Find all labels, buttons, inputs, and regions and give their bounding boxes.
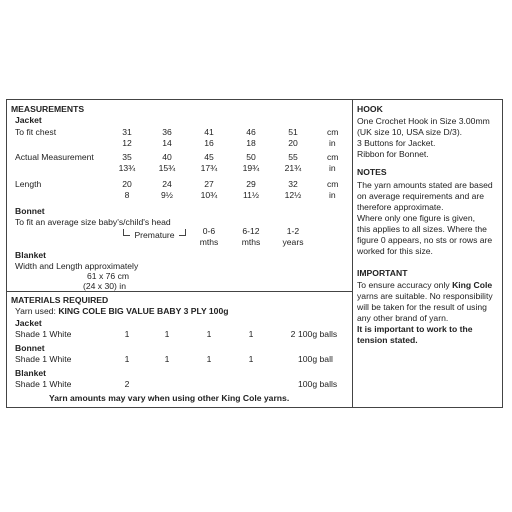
age-bottom-1: mths: [199, 237, 219, 247]
age-top-3: 1-2: [286, 226, 300, 236]
actual-unit-cm: cm: [327, 152, 339, 162]
length-unit-in: in: [329, 190, 336, 200]
chest-cm-1: 31: [122, 127, 132, 137]
actual-cm-2: 40: [162, 152, 172, 162]
chest-in-1: 12: [122, 138, 132, 148]
notes-line: Where only one figure is given,: [357, 213, 475, 223]
yarn-name: KING COLE BIG VALUE BABY 3 PLY 100g: [58, 306, 229, 316]
blanket-shade: Shade 1 White: [15, 379, 72, 389]
bonnet-shade: Shade 1 White: [15, 354, 72, 364]
blanket-unit: 100g balls: [298, 379, 338, 389]
important-line-prefix: To ensure accuracy only: [357, 280, 453, 290]
materials-blanket-heading: Blanket: [15, 368, 47, 378]
premature-label: Premature: [134, 230, 175, 240]
chest-unit-cm: cm: [327, 127, 339, 137]
jacket-shade: Shade 1 White: [15, 329, 72, 339]
length-in-1: 8: [124, 190, 130, 200]
important-heading: IMPORTANT: [357, 268, 408, 278]
actual-in-1: 13¾: [118, 163, 136, 173]
actual-in-4: 19¾: [242, 163, 260, 173]
age-bottom-2: mths: [241, 237, 261, 247]
blanket-description: Width and Length approximately: [15, 261, 139, 271]
important-line: will be taken for the result of using: [357, 302, 487, 312]
blanket-heading: Blanket: [15, 250, 47, 260]
age-top-2: 6-12: [242, 226, 260, 236]
chest-cm-2: 36: [162, 127, 172, 137]
jacket-unit: 100g balls: [298, 329, 338, 339]
length-in-5: 12½: [284, 190, 302, 200]
jacket-balls-1: 1: [124, 329, 130, 339]
pattern-info-panel: [6, 99, 503, 408]
length-label: Length: [15, 179, 42, 189]
blanket-balls: 2: [124, 379, 130, 389]
length-in-4: 11½: [242, 190, 260, 200]
important-line-1: [357, 280, 492, 291]
notes-line: on average requirements and are: [357, 191, 485, 201]
actual-in-3: 17¾: [200, 163, 218, 173]
jacket-balls-5: 2: [290, 329, 296, 339]
length-cm-4: 29: [246, 179, 256, 189]
notes-line: figure 0 appears, no sts or rows are: [357, 235, 493, 245]
bonnet-heading: Bonnet: [15, 206, 45, 216]
measurements-heading: MEASUREMENTS: [11, 104, 85, 114]
chest-in-3: 16: [204, 138, 214, 148]
actual-cm-3: 45: [204, 152, 214, 162]
section-divider: [7, 291, 352, 292]
chest-cm-4: 46: [246, 127, 256, 137]
bonnet-unit: 100g ball: [298, 354, 333, 364]
actual-unit-in: in: [329, 163, 336, 173]
notes-line: this applies to all sizes. Where the: [357, 224, 487, 234]
age-bottom-3: years: [282, 237, 304, 247]
hook-line: One Crochet Hook in Size 3.00mm: [357, 116, 490, 126]
materials-heading: MATERIALS REQUIRED: [11, 295, 109, 305]
premature-bracket-right: [179, 229, 186, 236]
bonnet-balls-3: 1: [206, 354, 212, 364]
length-cm-1: 20: [122, 179, 132, 189]
actual-label: Actual Measurement: [15, 152, 94, 162]
age-top-1: 0-6: [202, 226, 216, 236]
actual-in-2: 15¾: [158, 163, 176, 173]
tension-note: It is important to work to the: [357, 324, 473, 334]
blanket-size-in: (24 x 30) in: [83, 281, 126, 291]
brand-name: King Cole: [452, 280, 493, 290]
hook-line: (UK size 10, USA size D/3).: [357, 127, 463, 137]
notes-line: worked for this size.: [357, 246, 433, 256]
jacket-balls-2: 1: [164, 329, 170, 339]
chest-in-5: 20: [288, 138, 298, 148]
column-divider: [352, 100, 353, 407]
actual-cm-5: 55: [288, 152, 298, 162]
chest-cm-3: 41: [204, 127, 214, 137]
jacket-balls-3: 1: [206, 329, 212, 339]
hook-line: Ribbon for Bonnet.: [357, 149, 429, 159]
length-cm-2: 24: [162, 179, 172, 189]
actual-cm-4: 50: [246, 152, 256, 162]
hook-heading: HOOK: [357, 104, 383, 114]
jacket-heading: Jacket: [15, 115, 42, 125]
bonnet-description: To fit an average size baby's/child's head: [15, 217, 171, 227]
actual-in-5: 21¾: [284, 163, 302, 173]
length-in-2: 9½: [161, 190, 173, 200]
notes-line: The yarn amounts stated are based: [357, 180, 493, 190]
bonnet-balls-2: 1: [164, 354, 170, 364]
bonnet-balls-1: 1: [124, 354, 130, 364]
yarn-variation-note: Yarn amounts may vary when using other King Cole yarns.: [49, 393, 290, 403]
length-unit-cm: cm: [327, 179, 339, 189]
length-cm-3: 27: [204, 179, 214, 189]
notes-heading: NOTES: [357, 167, 387, 177]
notes-line: therefore approximate.: [357, 202, 444, 212]
chest-unit-in: in: [329, 138, 336, 148]
chest-in-2: 14: [162, 138, 172, 148]
bonnet-balls-4: 1: [248, 354, 254, 364]
jacket-balls-4: 1: [248, 329, 254, 339]
length-in-3: 10¾: [200, 190, 218, 200]
hook-line: 3 Buttons for Jacket.: [357, 138, 436, 148]
chest-cm-5: 51: [288, 127, 298, 137]
length-cm-5: 32: [288, 179, 298, 189]
chest-label: To fit chest: [15, 127, 57, 137]
tension-note: tension stated.: [357, 335, 418, 345]
important-line: any other brand of yarn.: [357, 313, 449, 323]
yarn-prefix: Yarn used:: [15, 306, 56, 316]
important-line: yarns are suitable. No responsibility: [357, 291, 493, 301]
materials-bonnet-heading: Bonnet: [15, 343, 45, 353]
chest-in-4: 18: [246, 138, 256, 148]
materials-jacket-heading: Jacket: [15, 318, 42, 328]
yarn-used: [15, 306, 229, 317]
blanket-size-cm: 61 x 76 cm: [87, 271, 130, 281]
actual-cm-1: 35: [122, 152, 132, 162]
